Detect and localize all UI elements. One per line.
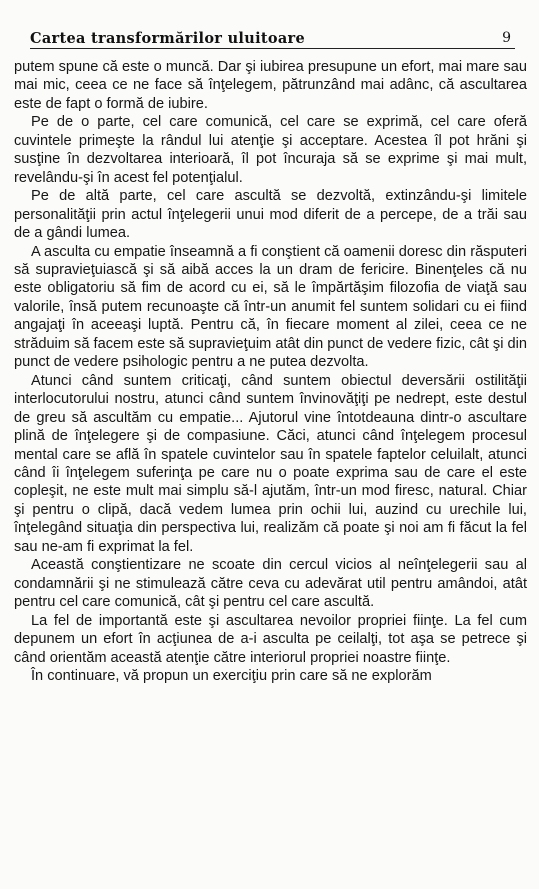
paragraph: Atunci când suntem criticaţi, când suntem obiectul deversării ostilităţii interlocutorului nostru, atunci când suntem învinovăţiţi pe nedrept, este destul de greu să ascultăm cu empatie... Ajutorul vine întotdeauna dintr-o ascultare plină de înţelegere şi de compasiune. Căci, atunci când înţelegem procesul mental care se află în spatele cuvintelor sau în spatele faptelor celuilalt, atunci când îi înţelegem suferinţa pe care nu o poate exprima sau de care el este copleşit, ne este mult mai simplu să-l ajutăm, într-un mod firesc, natural. Chiar şi pentru o clipă, dacă vedem lumea prin ochii lui, auzind cu urechile lui, înţelegând situaţia din perspectiva lui, realizăm că poate şi noi am fi făcut la fel sau ne-am fi exprimat la fel. bbox=[14, 372, 527, 555]
paragraph: Această conştientizare ne scoate din cercul vicios al neînţelegerii sau al condamnării şi ne stimulează către ceva cu adevărat util pentru amândoi, atât pentru cel care comunică, cât şi pentru cel care ascultă. bbox=[14, 557, 527, 611]
page-header bbox=[30, 28, 515, 52]
body-text bbox=[14, 58, 527, 685]
paragraph: putem spune că este o muncă. Dar şi iubirea presupune un efort, mai mare sau mai mic, ceea ce ne face să înţelegem, pătrunzând mai adânc, că ascultarea este de fapt o formă de iubire. bbox=[14, 59, 527, 112]
header-rule bbox=[30, 48, 515, 49]
paragraph: La fel de importantă este şi ascultarea nevoilor propriei fiinţe. La fel cum depunem un efort în acţiunea de a-i asculta pe ceilalţi, tot aşa se petrece şi când orientăm această atenţie către interiorul propriei noastre fiinţe. bbox=[14, 612, 527, 666]
paragraph: În continuare, vă propun un exerciţiu prin care să ne explorăm bbox=[31, 667, 432, 684]
paragraph: A asculta cu empatie înseamnă a fi conştient că oamenii doresc din răsputeri să supravieţuiască şi să aibă acces la un dram de fericire. Binenţeles că nu este obligatoriu să fim de acord cu ei, să le împărtăşim filozofia de viaţă sau valorile, însă putem recunoaşte că într-un anumit fel suntem solidari cu ei fiind angajaţi în aceeaşi luptă. Pentru că, în fiecare moment al zilei, ceea ce ne străduim să facem este să supravieţuim atât din punct de vedere fizic, cât şi din punct de vedere psihologic pentru a ne putea dezvolta. bbox=[14, 243, 527, 371]
running-title: Cartea transformărilor uluitoare bbox=[30, 30, 306, 47]
paragraph: Pe de altă parte, cel care ascultă se dezvoltă, extinzându-şi limitele personalităţii prin actul înţelegerii unui mod diferit de a percepe, de a trăi sau de a gândi lumea. bbox=[14, 188, 527, 242]
page-number: 9 bbox=[502, 30, 511, 46]
paragraph: Pe de o parte, cel care comunică, cel care se exprimă, cel care oferă cuvintele primeşte la rândul lui atenţie şi acceptare. Acestea îl pot hrăni şi susţine în dezvoltarea interioară, îl pot încuraja să se exprime şi mai mult, revelându-şi în acest fel potenţialul. bbox=[14, 114, 527, 186]
